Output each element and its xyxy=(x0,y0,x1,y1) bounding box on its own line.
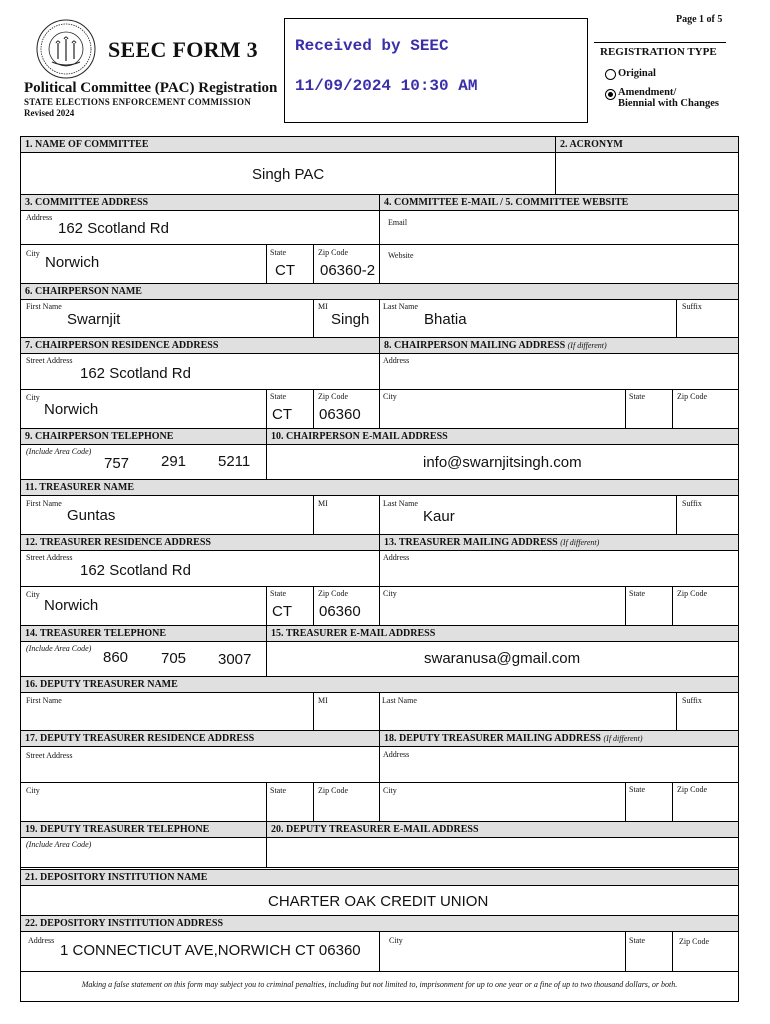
first-name-label: First Name xyxy=(26,302,62,311)
chair-email-header: 10. CHAIRPERSON E-MAIL ADDRESS xyxy=(266,428,739,445)
state-label: State xyxy=(270,589,286,598)
deputy-residence-header: 17. DEPUTY TREASURER RESIDENCE ADDRESS xyxy=(20,730,380,747)
city-label: City xyxy=(383,786,397,795)
street-address-label: Street Address xyxy=(26,553,73,562)
mi-label: MI xyxy=(318,696,328,705)
treasurer-name-header: 11. TREASURER NAME xyxy=(20,479,739,496)
deputy-phone-header: 19. DEPUTY TREASURER TELEPHONE xyxy=(20,821,267,838)
deputy-email-header: 20. DEPUTY TREASURER E-MAIL ADDRESS xyxy=(266,821,739,838)
treasurer-email-header: 15. TREASURER E-MAIL ADDRESS xyxy=(266,625,739,642)
area-code-note: (Include Area Code) xyxy=(26,644,92,653)
depository-city-field[interactable] xyxy=(379,931,626,972)
committee-city-value: Norwich xyxy=(45,254,100,271)
amendment-label: Amendment/ xyxy=(618,87,677,98)
acronym-field[interactable] xyxy=(555,152,739,195)
treasurer-mailing-city-field[interactable] xyxy=(379,586,626,626)
zip-label: Zip Code xyxy=(318,589,348,598)
chair-mailing-city-field[interactable] xyxy=(379,389,626,429)
treasurer-phone-area: 860 xyxy=(103,649,129,666)
state-label: State xyxy=(270,392,286,401)
chair-phone-header: 9. CHAIRPERSON TELEPHONE xyxy=(20,428,267,445)
email-label: Email xyxy=(388,218,408,227)
treasurer-email-value: swaranusa@gmail.com xyxy=(424,650,581,667)
treasurer-phone-prefix: 705 xyxy=(161,650,187,667)
treasurer-mailing-header: 13. TREASURER MAILING ADDRESS (If different) xyxy=(379,534,739,551)
chairperson-name-header: 6. CHAIRPERSON NAME xyxy=(20,283,739,300)
treasurer-city-value: Norwich xyxy=(44,597,99,614)
chair-residence-header: 7. CHAIRPERSON RESIDENCE ADDRESS xyxy=(20,337,380,354)
state-label: State xyxy=(629,589,645,598)
city-label: City xyxy=(26,590,40,599)
treasurer-street-field[interactable] xyxy=(20,550,380,587)
biennial-label: Biennial with Changes xyxy=(618,98,719,109)
received-stamp-box xyxy=(284,18,588,123)
city-label: City xyxy=(26,249,40,258)
registration-type-title: REGISTRATION TYPE xyxy=(600,46,717,58)
agency-name: STATE ELECTIONS ENFORCEMENT COMMISSION xyxy=(24,97,251,107)
city-label: City xyxy=(389,936,403,945)
address-label: Address xyxy=(28,936,55,945)
chair-zip-value: 06360 xyxy=(319,406,361,423)
treasurer-zip-value: 06360 xyxy=(319,603,361,620)
committee-address-header: 3. COMMITTEE ADDRESS xyxy=(20,194,380,211)
committee-zip-value: 06360-2 xyxy=(320,262,376,279)
page-number: Page 1 of 5 xyxy=(676,14,723,25)
treasurer-first-field[interactable] xyxy=(20,495,314,535)
original-radio[interactable] xyxy=(605,69,616,80)
address-label: Address xyxy=(383,356,410,365)
last-name-label: Last Name xyxy=(383,499,418,508)
zip-label: Zip Code xyxy=(679,937,709,946)
chair-first-value: Swarnjit xyxy=(67,311,121,328)
treasurer-first-value: Guntas xyxy=(67,507,116,524)
deputy-mailing-header: 18. DEPUTY TREASURER MAILING ADDRESS (If different) xyxy=(379,730,739,747)
city-label: City xyxy=(26,786,40,795)
received-stamp-line: Received by SEEC xyxy=(295,37,449,55)
committee-website-field[interactable] xyxy=(379,244,739,284)
committee-name-value: Singh PAC xyxy=(252,166,325,183)
depository-address-value: 1 CONNECTICUT AVE,NORWICH CT 06360 xyxy=(60,942,361,959)
chair-street-value: 162 Scotland Rd xyxy=(80,365,191,382)
original-label: Original xyxy=(618,68,656,79)
deputy-first-field[interactable] xyxy=(20,692,314,731)
area-code-note: (Include Area Code) xyxy=(26,447,92,456)
zip-label: Zip Code xyxy=(677,785,707,794)
committee-address-value: 162 Scotland Rd xyxy=(58,220,169,237)
last-name-label: Last Name xyxy=(383,302,418,311)
first-name-label: First Name xyxy=(26,499,62,508)
zip-label: Zip Code xyxy=(677,589,707,598)
state-label: State xyxy=(629,785,645,794)
state-label: State xyxy=(629,392,645,401)
zip-label: Zip Code xyxy=(318,786,348,795)
depository-name-value: CHARTER OAK CREDIT UNION xyxy=(268,893,489,910)
form-revision: Revised 2024 xyxy=(24,108,75,118)
acronym-header: 2. ACRONYM xyxy=(555,136,739,153)
address-label: Address xyxy=(26,213,53,222)
chair-mailing-header: 8. CHAIRPERSON MAILING ADDRESS (If different) xyxy=(379,337,739,354)
chair-state-value: CT xyxy=(272,406,292,423)
city-label: City xyxy=(383,392,397,401)
deputy-last-field[interactable] xyxy=(379,692,677,731)
committee-name-header: 1. NAME OF COMMITTEE xyxy=(20,136,556,153)
depository-name-header: 21. DEPOSITORY INSTITUTION NAME xyxy=(20,869,739,886)
suffix-label: Suffix xyxy=(682,302,702,311)
state-label: State xyxy=(629,936,645,945)
treasurer-phone-header: 14. TREASURER TELEPHONE xyxy=(20,625,267,642)
committee-state-value: CT xyxy=(275,262,295,279)
area-code-note: (Include Area Code) xyxy=(26,840,92,849)
chair-mi-value: Singh xyxy=(331,311,370,328)
website-label: Website xyxy=(388,251,414,260)
last-name-label: Last Name xyxy=(382,696,417,705)
chair-first-field[interactable] xyxy=(20,299,314,338)
suffix-label: Suffix xyxy=(682,499,702,508)
chair-email-value: info@swarnjitsingh.com xyxy=(423,454,582,471)
zip-label: Zip Code xyxy=(677,392,707,401)
mi-label: MI xyxy=(318,302,328,311)
chair-last-value: Bhatia xyxy=(424,311,467,328)
received-stamp-date: 11/09/2024 10:30 AM xyxy=(295,77,478,95)
treasurer-state-value: CT xyxy=(272,603,292,620)
treasurer-phone-line: 3007 xyxy=(218,651,252,668)
committee-email-field[interactable] xyxy=(379,210,739,245)
chair-city-value: Norwich xyxy=(44,401,99,418)
state-label: State xyxy=(270,786,286,795)
chair-street-field[interactable] xyxy=(20,353,380,390)
deputy-mailing-city-field[interactable] xyxy=(379,782,626,822)
city-label: City xyxy=(26,393,40,402)
depository-address-header: 22. DEPOSITORY INSTITUTION ADDRESS xyxy=(20,915,739,932)
chair-phone-area: 757 xyxy=(104,455,130,472)
state-seal-icon xyxy=(36,19,96,79)
first-name-label: First Name xyxy=(26,696,62,705)
committee-email-header: 4. COMMITTEE E-MAIL / 5. COMMITTEE WEBSITE xyxy=(379,194,739,211)
chair-phone-prefix: 291 xyxy=(161,453,187,470)
chair-phone-line: 5211 xyxy=(218,453,251,470)
treasurer-last-value: Kaur xyxy=(423,508,455,525)
treasurer-residence-header: 12. TREASURER RESIDENCE ADDRESS xyxy=(20,534,380,551)
deputy-street-field[interactable] xyxy=(20,746,380,783)
suffix-label: Suffix xyxy=(682,696,702,705)
deputy-mailing-address-field[interactable] xyxy=(379,746,739,783)
mi-label: MI xyxy=(318,499,328,508)
city-label: City xyxy=(383,589,397,598)
zip-label: Zip Code xyxy=(318,248,348,257)
amendment-radio[interactable] xyxy=(605,89,616,100)
street-address-label: Street Address xyxy=(26,751,73,760)
zip-label: Zip Code xyxy=(318,392,348,401)
state-label: State xyxy=(270,248,286,257)
treasurer-street-value: 162 Scotland Rd xyxy=(80,562,191,579)
legal-disclaimer: Making a false statement on this form may subject you to criminal penalties, including but not limited to, imprisonment for up to one year or a fine of up to two thousand dollars, or both. xyxy=(81,980,678,989)
chair-mailing-address-field[interactable] xyxy=(379,353,739,390)
street-address-label: Street Address xyxy=(26,356,73,365)
deputy-email-field[interactable] xyxy=(266,837,739,868)
deputy-name-header: 16. DEPUTY TREASURER NAME xyxy=(20,676,739,693)
form-title: SEEC FORM 3 xyxy=(108,37,258,62)
form-subtitle: Political Committee (PAC) Registration xyxy=(24,80,278,96)
treasurer-mailing-address-field[interactable] xyxy=(379,550,739,587)
deputy-city-field[interactable] xyxy=(20,782,267,822)
address-label: Address xyxy=(383,553,410,562)
address-label: Address xyxy=(383,750,410,759)
